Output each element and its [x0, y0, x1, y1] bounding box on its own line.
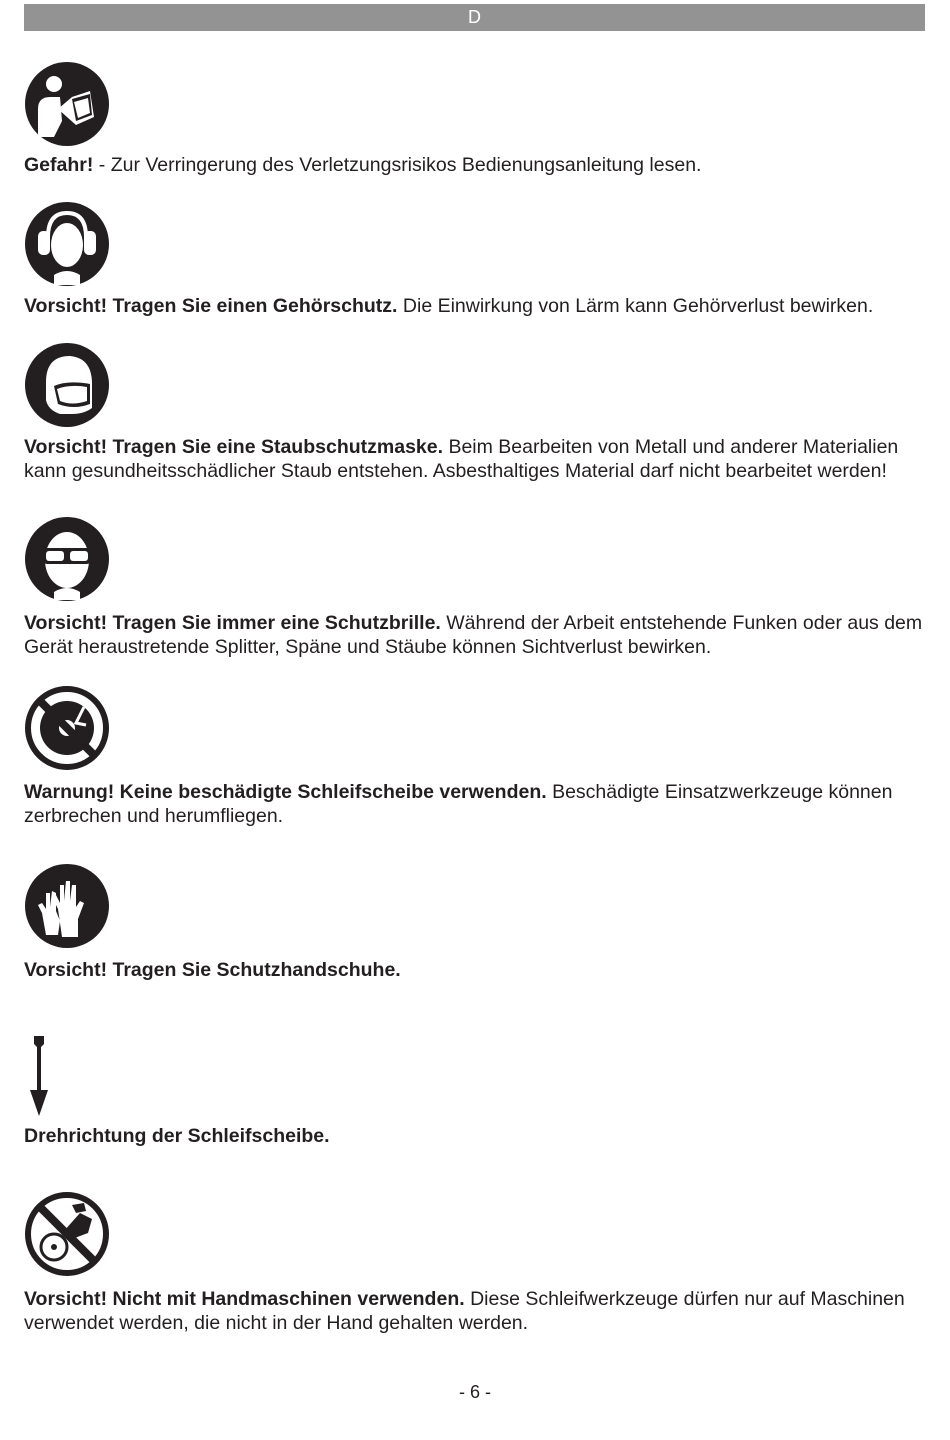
page-number: - 6 - [458, 1382, 491, 1402]
warning-description: - Zur Verringerung des Verletzungsrisikos Bedienungsanleitung lesen. [93, 154, 702, 176]
safety-text [24, 958, 924, 982]
safety-text [24, 611, 924, 659]
language-header-bar [24, 4, 925, 31]
warning-heading: Drehrichtung der Schleifscheibe. [24, 1125, 330, 1147]
warning-heading: Gefahr! [24, 154, 94, 176]
safety-text [24, 1124, 924, 1148]
no-handheld-machine-icon [24, 1191, 110, 1277]
warning-heading: Vorsicht! Tragen Sie einen Gehörschutz. [24, 295, 398, 317]
warning-description: Diese Schleifwerkzeuge dürfen nur auf Maschinen verwendet werden, die nicht in der Hand gehalten werden. [24, 1288, 905, 1334]
language-label: D [468, 7, 481, 27]
safety-text [24, 780, 924, 828]
safety-text [24, 294, 924, 318]
read-manual-icon [24, 61, 110, 147]
warning-description: Die Einwirkung von Lärm kann Gehörverlust bewirken. [397, 295, 874, 317]
warning-heading: Vorsicht! Tragen Sie eine Staubschutzmaske. [24, 436, 444, 458]
warning-description: Beschädigte Einsatzwerkzeuge können zerbrechen und herumfliegen. [24, 781, 893, 827]
warning-description: Während der Arbeit entstehende Funken oder aus dem Gerät heraustretende Splitter, Späne und Stäube können Sichtverlust bewirken. [24, 612, 923, 658]
safety-goggles-icon [24, 516, 110, 602]
dust-mask-icon [24, 342, 110, 428]
warning-description: Beim Bearbeiten von Metall und anderer Materialien kann gesundheitsschädlicher Staub entstehen. Asbesthaltiges Material darf nicht bearbeitet werden! [24, 436, 899, 482]
safety-text [24, 153, 924, 177]
no-damaged-disc-icon [24, 685, 110, 771]
warning-heading: Warnung! Keine beschädigte Schleifscheibe verwenden. [24, 781, 547, 803]
warning-heading: Vorsicht! Nicht mit Handmaschinen verwenden. [24, 1288, 465, 1310]
safety-text [24, 435, 924, 483]
hearing-protection-icon [24, 201, 110, 287]
warning-heading: Vorsicht! Tragen Sie immer eine Schutzbrille. [24, 612, 441, 634]
safety-text [24, 1287, 924, 1335]
rotation-arrow-icon [24, 1034, 54, 1120]
warning-heading: Vorsicht! Tragen Sie Schutzhandschuhe. [24, 959, 401, 981]
protective-gloves-icon [24, 863, 110, 949]
